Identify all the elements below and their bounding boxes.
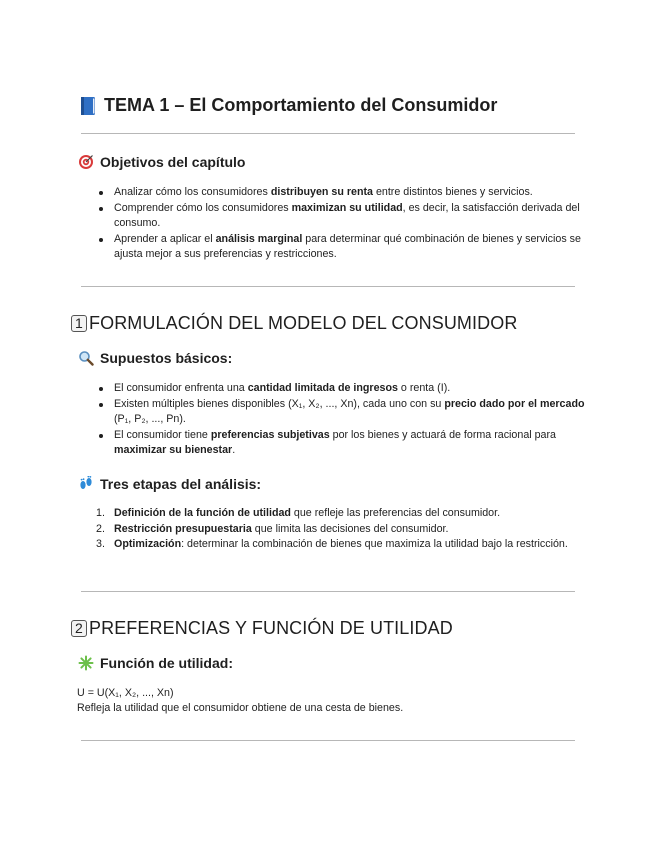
- section-2-title: [71, 618, 453, 639]
- list-item: [96, 232, 586, 263]
- text-run: o renta (I).: [397, 382, 451, 394]
- target-icon: [78, 154, 94, 170]
- assumptions-list: [96, 381, 586, 459]
- text-run: que limita las decisiones del consumidor.: [251, 522, 449, 535]
- utility-description: Refleja la utilidad que el consumidor obtiene de una cesta de bienes.: [77, 702, 404, 714]
- document-title: [79, 95, 497, 116]
- stages-heading-text: Tres etapas del análisis:: [100, 476, 262, 492]
- bold-text: Optimización: [114, 538, 182, 550]
- blue-book-icon: [79, 96, 97, 116]
- text-run: Analizar cómo los consumidores: [114, 186, 271, 198]
- list-item: [96, 381, 586, 397]
- divider: [81, 133, 575, 134]
- text-run: (P₁, P₂, ..., Pn).: [114, 413, 186, 425]
- list-item: [96, 522, 586, 538]
- bold-text: preferencias subjetivas: [210, 428, 330, 441]
- objectives-heading-text: Objetivos del capítulo: [100, 154, 246, 170]
- text-run: : determinar la combinación de bienes que maximiza la utilidad bajo la restricción.: [181, 538, 568, 550]
- divider: [81, 286, 575, 287]
- section-2-title-text: PREFERENCIAS Y FUNCIÓN DE UTILIDAD: [89, 618, 453, 638]
- text-run: Comprender cómo los consumidores: [114, 201, 292, 214]
- bold-text: cantidad limitada de ingresos: [247, 382, 398, 394]
- text-run: El consumidor enfrenta una: [114, 382, 248, 394]
- assumptions-heading-text: Supuestos básicos:: [100, 350, 233, 366]
- footprints-icon: [78, 476, 94, 492]
- list-item: [96, 537, 586, 553]
- list-item-number: 3.: [96, 538, 105, 550]
- text-run: El consumidor tiene: [114, 428, 211, 441]
- text-run: para determinar qué combinación de bienes y servicios se ajusta mejor a sus preferencias y restricciones.: [114, 232, 581, 260]
- bold-text: maximizan su utilidad: [291, 201, 403, 214]
- magnifying-glass-icon: [78, 350, 94, 366]
- utility-heading-text: Función de utilidad:: [100, 655, 233, 671]
- objectives-heading: [78, 154, 245, 170]
- utility-formula: U = U(X₁, X₂, ..., Xn): [77, 687, 174, 699]
- text-run: Aprender a aplicar el: [114, 232, 216, 245]
- text-run: , es decir, la satisfacción derivada del consumo.: [114, 201, 580, 229]
- stages-heading: [78, 476, 261, 492]
- bold-text: precio dado por el mercado: [444, 397, 585, 410]
- section-1-title-text: FORMULACIÓN DEL MODELO DEL CONSUMIDOR: [89, 313, 518, 333]
- divider: [81, 740, 575, 741]
- list-item-number: 2.: [96, 522, 105, 535]
- list-item: [96, 428, 586, 459]
- keycap-number-2: 2: [71, 620, 87, 637]
- text-run: entre distintos bienes y servicios.: [372, 186, 533, 198]
- list-item-number: 1.: [96, 507, 105, 519]
- sparkle-icon: [78, 655, 94, 671]
- objectives-list: [96, 185, 586, 263]
- text-run: Existen múltiples bienes disponibles (X₁, X₂, ..., Xn), cada uno con su: [114, 397, 445, 410]
- utility-heading: [78, 655, 233, 671]
- divider: [81, 591, 575, 592]
- list-item: [96, 201, 586, 232]
- bold-text: Restricción presupuestaria: [114, 522, 252, 535]
- text-run: .: [232, 444, 236, 456]
- list-item: [96, 506, 586, 522]
- list-item: [96, 185, 586, 201]
- bold-text: Definición de la función de utilidad: [114, 507, 291, 519]
- section-1-title: [71, 313, 517, 334]
- text-run: por los bienes y actuará de forma racional para: [329, 428, 556, 441]
- bold-text: análisis marginal: [215, 232, 303, 245]
- bold-text: maximizar su bienestar: [114, 444, 233, 456]
- assumptions-heading: [78, 350, 232, 366]
- keycap-number-1: 1: [71, 315, 87, 332]
- bold-text: distribuyen su renta: [270, 186, 373, 198]
- title-text: TEMA 1 – El Comportamiento del Consumidor: [104, 95, 498, 115]
- list-item: [96, 397, 586, 428]
- text-run: que refleje las preferencias del consumidor.: [290, 507, 501, 519]
- stages-list: [96, 506, 586, 553]
